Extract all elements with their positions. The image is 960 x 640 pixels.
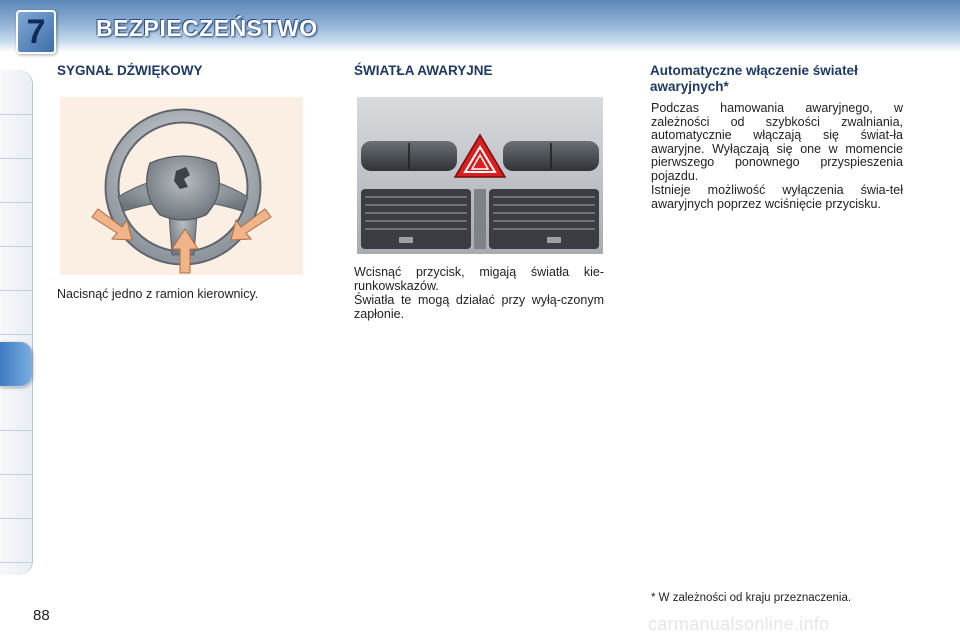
- chapter-tab-4[interactable]: [0, 202, 32, 247]
- chapter-tab-9[interactable]: [0, 430, 32, 475]
- chapter-tab-10[interactable]: [0, 474, 32, 519]
- header-banner: [0, 0, 960, 52]
- chapter-tab-1[interactable]: [0, 70, 32, 115]
- dashboard-console-icon: [357, 97, 603, 254]
- watermark-text: carmanualsonline.info: [648, 614, 830, 634]
- chapter-tab-3[interactable]: [0, 158, 32, 203]
- steering-wheel-icon: [60, 97, 303, 275]
- footnote: * W zależności od kraju przeznaczenia.: [651, 592, 852, 604]
- chapter-tab-2[interactable]: [0, 114, 32, 159]
- hazard-button-figure: [357, 97, 603, 254]
- hazard-text-1: Wcisnąć przycisk, migają światła kie-runkowskazów.: [354, 265, 604, 293]
- auto-hazard-section-title: Automatyczne włączenie świateł awaryjnych*: [650, 63, 858, 94]
- horn-instruction: Nacisnąć jedno z ramion kierownicy.: [57, 287, 259, 301]
- auto-hazard-text-1: Podczas hamowania awaryjnego, w zależności od szybkości zwalniania, automatycznie włączają się świat-ła awaryjne. Wyłączają się one w momencie pierwszego ponownego przyspieszenia pojazdu.: [651, 101, 903, 183]
- chapter-tab-8[interactable]: [0, 386, 32, 431]
- chapter-number-badge: 7: [16, 10, 56, 54]
- steering-wheel-figure: [60, 97, 303, 275]
- chapter-title: BEZPIECZEŃSTWO: [96, 15, 318, 41]
- chapter-tab-7-active[interactable]: [0, 342, 32, 387]
- horn-section-title: SYGNAŁ DŹWIĘKOWY: [57, 63, 203, 78]
- hazard-text-2: Światła te mogą działać przy wyłą-czonym zapłonie.: [354, 293, 604, 321]
- chapter-tab-11[interactable]: [0, 518, 32, 563]
- hazard-section-title: ŚWIATŁA AWARYJNE: [354, 63, 493, 78]
- chapter-tab-5[interactable]: [0, 246, 32, 291]
- page-number: 88: [33, 607, 50, 624]
- chapter-tab-6[interactable]: [0, 290, 32, 335]
- chapter-tab-strip: [0, 70, 33, 575]
- auto-hazard-text-2: Istnieje możliwość wyłączenia świa-teł awaryjnych poprzez wciśnięcie przycisku.: [651, 183, 903, 211]
